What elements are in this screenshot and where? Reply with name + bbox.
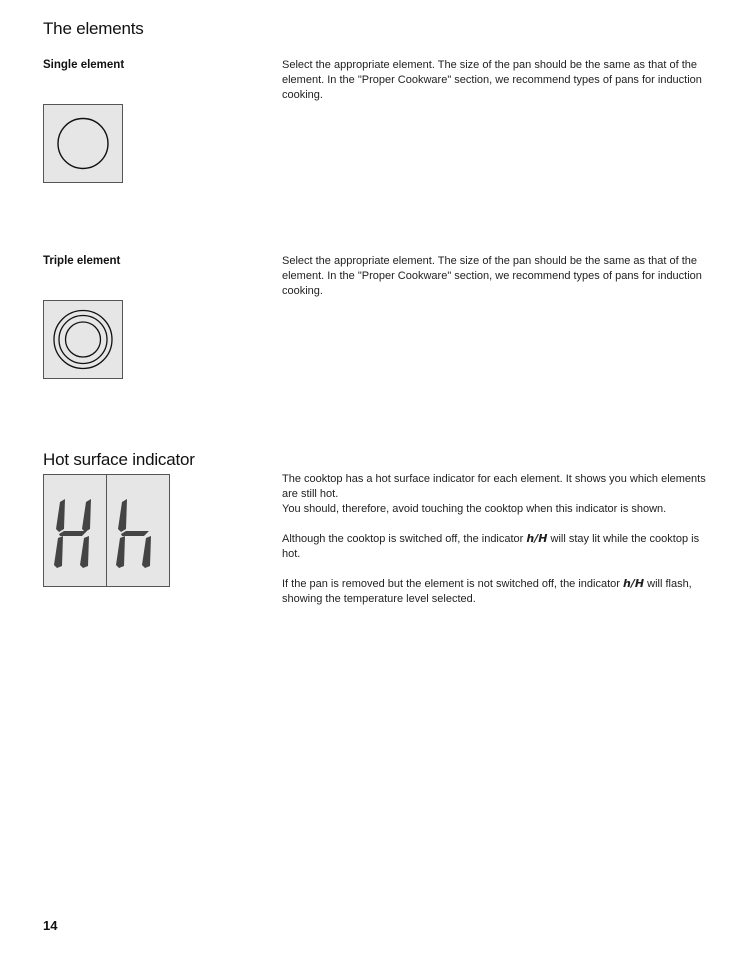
- hot-surface-line-1: The cooktop has a hot surface indicator for each element. It shows you which elements are still hot.: [282, 473, 706, 500]
- page-number: 14: [43, 918, 58, 933]
- hot-surface-p2-after: will stay lit while the cooktop is hot.: [282, 533, 700, 560]
- hot-surface-paragraph-1: [282, 472, 714, 517]
- triple-element-diagram: [43, 300, 123, 379]
- hot-surface-paragraph-2: [282, 531, 714, 562]
- indicator-glyph: h/H: [623, 577, 645, 590]
- hot-surface-text: [282, 472, 714, 607]
- triple-element-label: Triple element: [43, 255, 121, 267]
- single-element-diagram: [43, 104, 123, 183]
- single-element-icon: [44, 105, 122, 182]
- hot-surface-p3-before: If the pan is removed but the element is not switched off, the indicator: [282, 578, 623, 590]
- section-title-hot-surface: Hot surface indicator: [43, 450, 195, 469]
- hot-surface-p2-before: Although the cooktop is switched off, the indicator: [282, 533, 527, 545]
- triple-element-text: Select the appropriate element. The size of the pan should be the same as that of the element. In the "Proper Cookware" section, we recommend types of pans for induction cooking.: [282, 255, 702, 297]
- hot-surface-p3-after: will flash, showing the temperature level selected.: [282, 578, 692, 605]
- indicator-glyph: h/H: [526, 532, 548, 545]
- hot-surface-paragraph-3: [282, 576, 714, 607]
- single-element-label: Single element: [43, 59, 125, 71]
- section-title-elements: The elements: [43, 19, 144, 38]
- single-element-text: Select the appropriate element. The size of the pan should be the same as that of the element. In the "Proper Cookware" section, we recommend types of pans for induction cooking.: [282, 59, 702, 101]
- triple-element-icon: [44, 301, 122, 378]
- seven-segment-display-icon: [44, 475, 169, 586]
- hot-surface-display-diagram: [43, 474, 170, 587]
- hot-surface-line-2: You should, therefore, avoid touching the cooktop when this indicator is shown.: [282, 503, 667, 515]
